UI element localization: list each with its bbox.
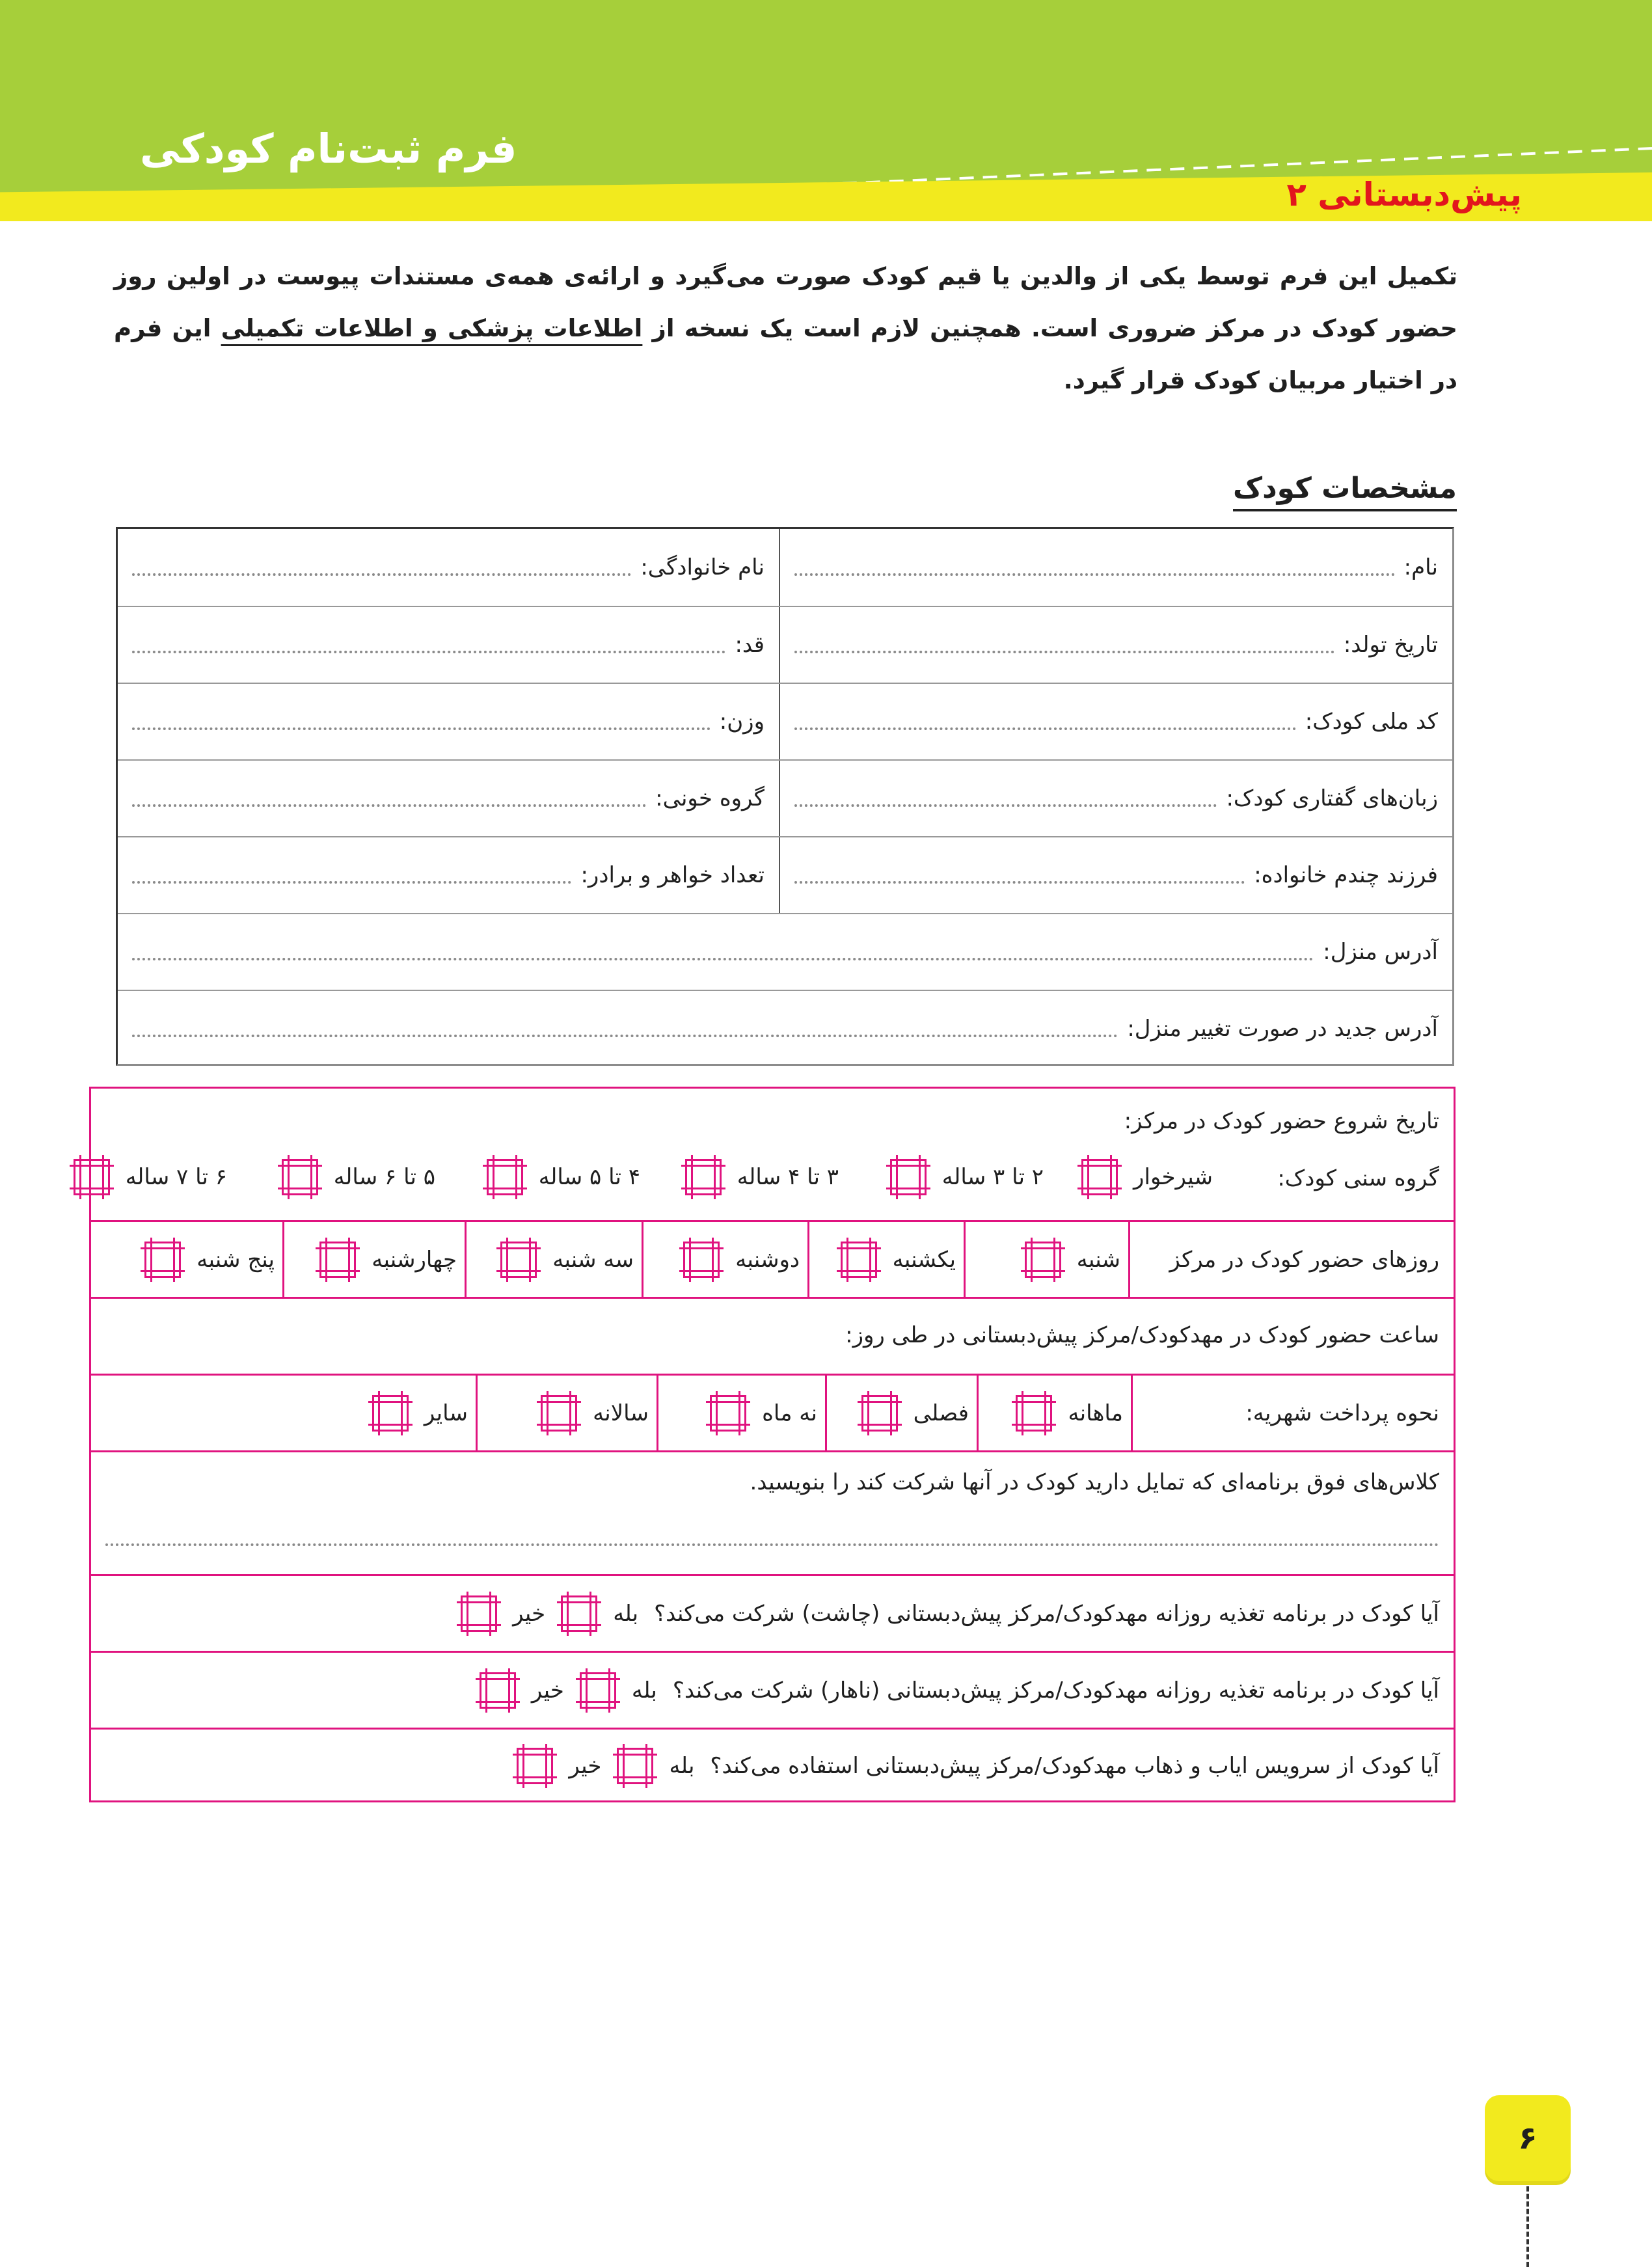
option-label: فصلی [913,1400,969,1426]
option-label: نه ماه [762,1400,817,1426]
question-options [461,1595,1439,1632]
option-label: یکشنبه [892,1246,956,1273]
table-row [118,913,1452,990]
field-label: گروه خونی: [655,785,765,811]
payment-label: نحوه پرداخت شهریه: [1245,1400,1439,1426]
field-label: نام: [1403,554,1438,580]
table-row [118,990,1452,1066]
checkbox[interactable] [541,1395,577,1432]
yes-label: بله [613,1601,639,1627]
option-label: ماهانه [1068,1400,1123,1426]
yes-checkbox[interactable] [580,1672,616,1709]
checkbox[interactable] [372,1395,409,1432]
checkbox[interactable] [319,1242,356,1278]
days-row [91,1220,1454,1297]
option-label: پنج شنبه [196,1246,275,1273]
day-option[interactable] [500,1222,634,1297]
attendance-form [89,1087,1456,1802]
payment-row [91,1374,1454,1450]
checkbox[interactable] [710,1395,746,1432]
option-label: ۶ تا ۷ ساله [125,1164,227,1190]
classes-row [91,1450,1454,1574]
no-label: خیر [531,1677,564,1704]
checkbox[interactable] [74,1159,110,1195]
field-label: نام خانوادگی: [640,554,765,580]
option-label: سالانه [593,1400,649,1426]
section-label: پیش‌دبستانی ۲ [1286,176,1522,213]
no-label: خیر [513,1601,546,1627]
table-row [118,529,1452,606]
intro-text-2: این فرم در اختیار مربیان کودک قرار گیرد. [114,314,1457,394]
languages-field[interactable] [794,804,1217,807]
checkbox[interactable] [861,1395,898,1432]
option-label: سایر [424,1400,468,1426]
field-label: قد: [735,632,765,658]
option-label: شیرخوار [1133,1164,1213,1190]
weight-field[interactable] [132,727,711,730]
question-label: آیا کودک در برنامه تغذیه روزانه مهدکودک/مرکز پیش‌دبستانی (چاشت) شرکت می‌کند؟ [654,1601,1439,1627]
field-label: آدرس جدید در صورت تغییر منزل: [1127,1016,1438,1042]
address-field[interactable] [132,958,1314,960]
siblings-field[interactable] [132,881,571,884]
question-options [480,1672,1439,1709]
no-checkbox[interactable] [480,1672,516,1709]
age-option[interactable] [282,1159,435,1195]
field-label: زبان‌های گفتاری کودک: [1226,785,1438,811]
yes-label: بله [631,1677,657,1704]
hours-row [91,1297,1454,1374]
intro-underlined: اطلاعات پزشکی و اطلاعات تکمیلی [221,314,643,342]
option-label: ۲ تا ۳ ساله [941,1164,1044,1190]
age-option[interactable] [685,1159,839,1195]
payment-option[interactable] [372,1376,468,1450]
age-option[interactable] [487,1159,640,1195]
age-option[interactable] [890,1159,1044,1195]
table-row [118,759,1452,836]
intro-text-1: تکمیل این فرم توسط یکی از والدین یا قیم کودک صورت می‌گیرد و ارائه‌ی همه‌ی مستندات پیوست در اولین روز حضور کودک در مرکز ضروری است. همچنین لازم است یک نسخه از [114,262,1458,342]
age-option[interactable] [1081,1159,1213,1195]
question-options [517,1748,1439,1784]
option-label: سه شنبه [552,1246,634,1273]
option-label: ۴ تا ۵ ساله [538,1164,640,1190]
day-option[interactable] [319,1222,457,1297]
height-field[interactable] [132,651,725,653]
age-option[interactable] [74,1159,227,1195]
day-option[interactable] [1025,1222,1120,1297]
table-row [118,836,1452,913]
payment-option[interactable] [710,1376,817,1450]
last-name-field[interactable] [132,573,631,576]
checkbox[interactable] [144,1242,181,1278]
birth-order-field[interactable] [794,881,1245,884]
field-label: آدرس منزل: [1323,939,1438,965]
option-label: ۳ تا ۴ ساله [737,1164,839,1190]
page-number: ۶ [1485,2095,1571,2181]
national-id-field[interactable] [794,727,1296,730]
age-group-row [91,1089,1454,1220]
first-name-field[interactable] [794,573,1395,576]
option-label: دوشنبه [735,1246,800,1273]
table-row [118,606,1452,683]
payment-option[interactable] [1016,1376,1123,1450]
day-option[interactable] [683,1222,800,1297]
page-tab-line [1526,2186,1529,2267]
checkbox[interactable] [487,1159,523,1195]
table-row [118,683,1452,759]
checkbox[interactable] [500,1242,537,1278]
checkbox[interactable] [1025,1242,1061,1278]
field-label: فرزند چندم خانواده: [1254,862,1438,888]
checkbox[interactable] [841,1242,877,1278]
field-label: وزن: [719,709,765,735]
yes-checkbox[interactable] [617,1748,653,1784]
yes-label: بله [669,1753,695,1779]
question-label: آیا کودک در برنامه تغذیه روزانه مهدکودک/مرکز پیش‌دبستانی (ناهار) شرکت می‌کند؟ [672,1677,1439,1704]
classes-label: کلاس‌های فوق برنامه‌ای که تمایل دارید کودک در آنها شرکت کند را بنویسید. [750,1469,1439,1495]
option-label: چهارشنبه [372,1246,457,1273]
option-label: شنبه [1076,1246,1120,1273]
yes-checkbox[interactable] [561,1595,597,1632]
day-option[interactable] [144,1222,275,1297]
checkbox[interactable] [685,1159,722,1195]
child-info-table [116,527,1454,1066]
intro-paragraph [114,251,1457,407]
checkbox[interactable] [1081,1159,1118,1195]
age-group-label: گروه سنی کودک: [1277,1165,1439,1191]
day-option[interactable] [841,1222,956,1297]
question-label: آیا کودک از سرویس ایاب و ذهاب مهدکودک/مرکز پیش‌دبستانی استفاده می‌کند؟ [710,1753,1439,1779]
checkbox[interactable] [683,1242,720,1278]
no-label: خیر [569,1753,602,1779]
page-title: فرم ثبت‌نام کودکی [140,125,517,172]
days-label: روزهای حضور کودک در مرکز [1169,1247,1439,1273]
payment-option[interactable] [861,1376,969,1450]
header-band [0,0,1652,221]
field-label: تعداد خواهر و برادر: [580,862,765,888]
no-checkbox[interactable] [517,1748,553,1784]
blood-type-field[interactable] [132,804,646,807]
checkbox[interactable] [890,1159,927,1195]
no-checkbox[interactable] [461,1595,497,1632]
start-date-label: تاریخ شروع حضور کودک در مرکز: [1124,1108,1439,1134]
birth-date-field[interactable] [794,651,1334,653]
new-address-field[interactable] [132,1035,1118,1037]
option-label: ۵ تا ۶ ساله [333,1164,435,1190]
hours-label: ساعت حضور کودک در مهدکودک/مرکز پیش‌دبستانی در طی روز: [845,1322,1439,1348]
field-label: کد ملی کودک: [1305,709,1438,735]
question-row [91,1651,1454,1728]
question-row [91,1574,1454,1651]
checkbox[interactable] [282,1159,318,1195]
question-row [91,1728,1454,1800]
checkbox[interactable] [1016,1395,1052,1432]
child-info-heading: مشخصات کودک [1233,472,1457,511]
field-label: تاریخ تولد: [1343,632,1438,658]
classes-field[interactable] [105,1543,1439,1546]
payment-option[interactable] [541,1376,649,1450]
